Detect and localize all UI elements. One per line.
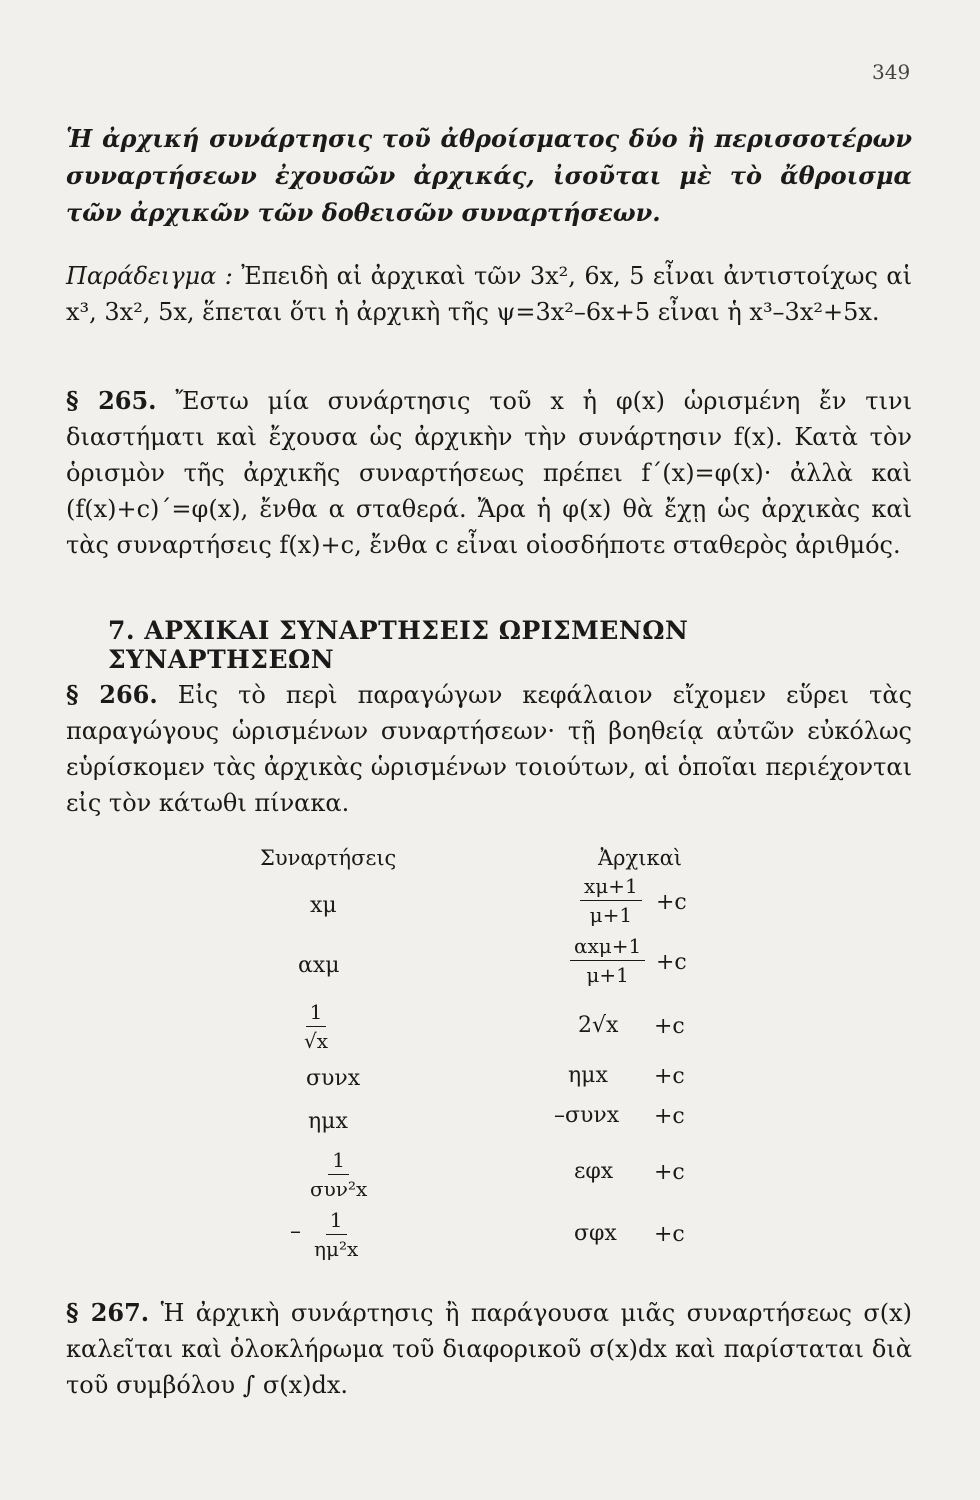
table-constant-6: +c (654, 1160, 685, 1185)
table-header-functions: Συναρτήσεις (260, 846, 397, 870)
example-label: Παράδειγμα : (66, 262, 233, 290)
section-265-text: Ἔστω μία συνάρτησις τοῦ x ἡ φ(x) ὡρισμένη ἔν τινι διαστήματι καὶ ἔχουσα ὡς ἀρχικὴν τὴν συνάρτησιν f(x). Κατὰ τὸν ὁρισμὸν τῆς ἀρχικῆς συναρτήσεως πρέπει f΄(x)=φ(x)· ἀλλὰ καὶ (f(x)+c)΄=φ(x), ἔνθα α σταθερά. Ἄρα ἡ φ(x) θὰ ἔχῃ ὡς ἀρχικὰς καὶ τὰς συναρτήσεις f(x)+c, ἔνθα c εἶναι οἱοσδήποτε σταθερὸς ἀριθμός. (66, 387, 912, 559)
table-func-4: συνx (306, 1066, 361, 1091)
table-constant-4: +c (654, 1064, 685, 1089)
section-267-text: Ἡ ἀρχικὴ συνάρτησις ἢ παράγουσα μιᾶς συναρτήσεως σ(x) καλεῖται καὶ ὁλοκλήρωμα τοῦ διαφορικοῦ σ(x)dx καὶ παρίσταται διὰ τοῦ συμβόλου ∫ σ(x)dx. (66, 1299, 913, 1399)
table-anti-3: 2√x (578, 1013, 619, 1038)
section-266-number: § 266. (66, 680, 158, 709)
table-func-2: αxμ (298, 953, 340, 978)
section-266 (66, 677, 912, 821)
table-anti-2-denominator: μ+1 (586, 963, 629, 987)
table-anti-2-numerator: αxμ+1 (570, 934, 645, 961)
section-265-number: § 265. (66, 386, 157, 415)
table-anti-1 (580, 874, 642, 927)
table-func-1: xμ (310, 893, 337, 918)
table-func-3-denominator: √x (304, 1029, 329, 1053)
table-func-6-numerator: 1 (328, 1148, 349, 1175)
table-header-antiderivatives: Ἀρχικαὶ (598, 846, 683, 870)
table-anti-1-numerator: xμ+1 (580, 874, 642, 901)
page-number: 349 (872, 60, 911, 84)
example-paragraph (66, 258, 912, 330)
table-func-3-numerator: 1 (306, 1000, 327, 1027)
table-anti-1-denominator: μ+1 (589, 903, 633, 927)
table-constant-3: +c (654, 1014, 685, 1039)
table-constant-1: +c (656, 890, 687, 915)
table-anti-5: –συνx (554, 1103, 620, 1128)
table-anti-4: ημx (568, 1063, 608, 1088)
table-anti-6: εφx (574, 1159, 614, 1184)
theorem-statement: Ἡ ἀρχική συνάρτησις τοῦ ἀθροίσματος δύο ἢ περισσοτέρων συναρτήσεων ἐχουσῶν ἀρχικάς, ἰσοῦται μὲ τὸ ἄθροισμα τῶν ἀρχικῶν τῶν δοθεισῶν συναρτήσεων. (66, 124, 912, 227)
table-func-6 (310, 1148, 367, 1201)
table-anti-7: σφx (574, 1221, 617, 1246)
chapter-heading: 7. ΑΡΧΙΚΑΙ ΣΥΝΑΡΤΗΣΕΙΣ ΩΡΙΣΜΕΝΩΝ ΣΥΝΑΡΤΗΣΕΩΝ (108, 616, 689, 674)
table-func-6-denominator: συν²x (310, 1177, 368, 1201)
example-text: Ἐπειδὴ αἱ ἀρχικαὶ τῶν 3x², 6x, 5 εἶναι ἀντιστοίχως αἱ x³, 3x², 5x, ἕπεται ὅτι ἡ ἀρχικὴ τῆς ψ=3x²–6x+5 εἶναι ἡ x³–3x²+5x. (66, 262, 912, 326)
section-265 (66, 383, 912, 563)
section-266-text: Εἰς τὸ περὶ παραγώγων κεφάλαιον εἴχομεν εὕρει τὰς παραγώγους ὡρισμένων συναρτήσεων· τῇ βοηθείᾳ αὐτῶν εὐκόλως εὑρίσκομεν τὰς ἀρχικὰς ὡρισμένων τοιούτων, αἱ ὁποῖαι περιέχονται εἰς τὸν κάτωθι πίνακα. (66, 681, 913, 817)
table-anti-2 (570, 934, 645, 987)
table-func-7-sign: – (290, 1219, 301, 1244)
section-267 (66, 1295, 912, 1403)
table-constant-7: +c (654, 1222, 685, 1247)
table-func-7-numerator: 1 (326, 1208, 347, 1235)
table-func-3 (304, 1000, 328, 1053)
table-func-5: ημx (308, 1109, 348, 1134)
section-267-number: § 267. (66, 1298, 150, 1327)
table-func-7 (314, 1208, 358, 1261)
table-constant-5: +c (654, 1104, 685, 1129)
table-func-7-denominator: ημ²x (314, 1237, 359, 1261)
table-constant-2: +c (656, 950, 687, 975)
